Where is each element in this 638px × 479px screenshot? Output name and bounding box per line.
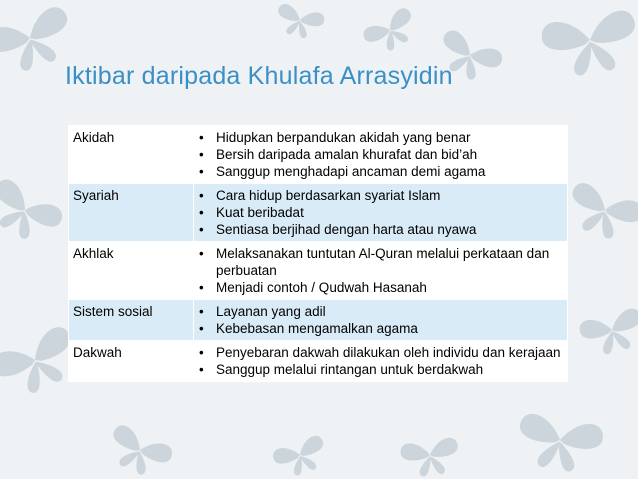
table-row	[69, 184, 568, 242]
category-cell: Sistem sosial	[69, 300, 194, 341]
list-item: • Hidupkan berpandukan akidah yang benar	[216, 129, 562, 146]
list-item: • Menjadi contoh / Qudwah Hasanah	[216, 279, 562, 296]
points-cell	[194, 300, 568, 341]
table-row	[69, 126, 568, 184]
category-cell: Syariah	[69, 184, 194, 242]
table-row	[69, 300, 568, 341]
table-row	[69, 242, 568, 300]
bullet-list	[198, 303, 562, 337]
list-item: • Kuat beribadat	[216, 204, 562, 221]
list-item: • Sanggup menghadapi ancaman demi agama	[216, 163, 562, 180]
bullet-list	[198, 187, 562, 238]
table-row	[69, 341, 568, 382]
list-item: • Bersih daripada amalan khurafat dan bid’ah	[216, 146, 562, 163]
list-item: • Sanggup melalui rintangan untuk berdakwah	[216, 361, 562, 378]
category-cell: Akidah	[69, 126, 194, 184]
list-item: • Layanan yang adil	[216, 303, 562, 320]
list-item: • Sentiasa berjihad dengan harta atau nyawa	[216, 221, 562, 238]
bullet-list	[198, 129, 562, 180]
list-item: • Kebebasan mengamalkan agama	[216, 320, 562, 337]
bullet-list	[198, 344, 562, 378]
slide-title: Iktibar daripada Khulafa Arrasyidin	[65, 62, 453, 90]
category-cell: Dakwah	[69, 341, 194, 382]
list-item: • Penyebaran dakwah dilakukan oleh individu dan kerajaan	[216, 344, 562, 361]
points-cell	[194, 126, 568, 184]
points-cell	[194, 341, 568, 382]
points-cell	[194, 184, 568, 242]
list-item: • Melaksanakan tuntutan Al-Quran melalui perkataan dan perbuatan	[216, 245, 562, 279]
iktibar-table	[68, 125, 568, 382]
points-cell	[194, 242, 568, 300]
category-cell: Akhlak	[69, 242, 194, 300]
bullet-list	[198, 245, 562, 296]
list-item: • Cara hidup berdasarkan syariat Islam	[216, 187, 562, 204]
